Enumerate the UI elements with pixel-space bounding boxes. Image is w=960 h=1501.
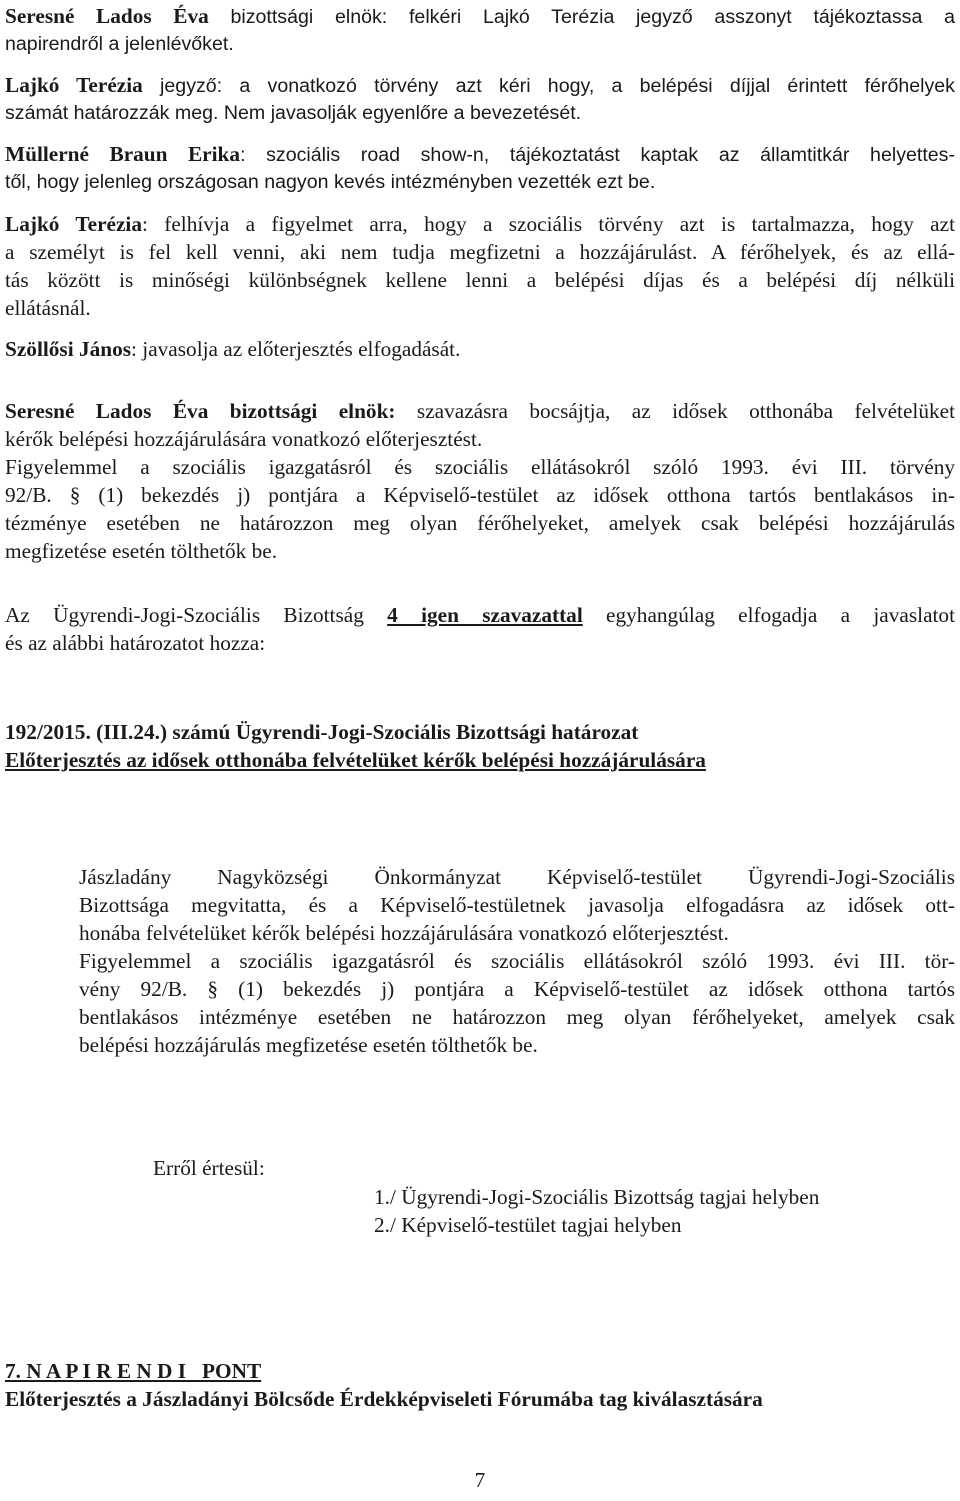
paragraph-text-line: Figyelemmel a szociális igazgatásról és szociális ellátásokról szóló 1993. évi III. törvény — [5, 455, 955, 479]
speaker-name: Seresné Lados Éva — [5, 4, 209, 28]
notify-item: 2./ Képviselő-testület tagjai helyben — [374, 1213, 682, 1237]
paragraph-text-line: kérők belépési hozzájárulására vonatkozó előterjesztést. — [5, 427, 483, 451]
resolution-body-line: Figyelemmel a szociális igazgatásról és szociális ellátásokról szóló 1993. évi III. tör- — [79, 949, 955, 973]
paragraph-text-line: a személyt is fel kell venni, aki nem tudja megfizetni a hozzájárulást. A férőhelyek, és az ellá- — [5, 240, 955, 264]
paragraph-notary — [5, 71, 955, 100]
vote-count: 4 igen szavazattal — [387, 603, 583, 627]
resolution-body-line: belépési hozzájárulás megfizetése esetén tölthetők be. — [79, 1033, 538, 1057]
resolution-body-line: bentlakásos intézménye esetében ne határozzon meg olyan férőhelyeket, amelyek csak — [79, 1005, 955, 1029]
speaker-name: Müllerné Braun Erika — [5, 142, 241, 166]
paragraph-text-line: számát határozzák meg. Nem javasolják egyenlőre a bevezetését. — [5, 102, 582, 124]
speaker-name: Lajkó Terézia — [5, 212, 143, 236]
paragraph-text: : szociális road show-n, tájékoztatást kaptak az államtitkár helyettes- — [240, 144, 956, 166]
paragraph-text-line: napirendről a jelenlévőket. — [5, 33, 234, 55]
notify-label: Erről értesül: — [153, 1156, 265, 1180]
paragraph-mullerne — [5, 140, 955, 169]
paragraph-chair-intro — [5, 2, 955, 31]
paragraph-text: : javasolja az előterjesztés elfogadását. — [131, 337, 461, 361]
paragraph-text-line: ellátásnál. — [5, 296, 91, 320]
resolution-body-line: Jászladány Nagyközségi Önkormányzat Képviselő-testület Ügyrendi-Jogi-Szociális — [79, 865, 955, 889]
paragraph-text: szavazásra bocsájtja, az idősek otthonába felvételüket — [395, 399, 956, 423]
page-number: 7 — [474, 1468, 486, 1492]
speaker-name: Lajkó Terézia — [5, 73, 143, 97]
paragraph-text-line: megfizetése esetén tölthetők be. — [5, 539, 278, 563]
paragraph-text: : felhívja a figyelmet arra, hogy a szociális törvény azt is tartalmazza, hogy azt — [142, 212, 955, 236]
paragraph-text: bizottsági elnök: felkéri Lajkó Terézia jegyző asszonyt tájékoztassa a — [208, 6, 955, 28]
vote-text: Az Ügyrendi-Jogi-Szociális Bizottság — [5, 603, 388, 627]
paragraph-lajko — [5, 210, 955, 238]
paragraph-text-line: től, hogy jelenleg országosan nagyon kevés intézményben vezették ezt be. — [5, 171, 656, 193]
paragraph-text-line: tás között is minőségi különbségnek kellene lenni a belépési díjas és a belépési díj nélküli — [5, 268, 955, 292]
agenda-title: Előterjesztés a Jászladányi Bölcsőde Érdekképviseleti Fórumába tag kiválasztására — [5, 1387, 763, 1411]
resolution-subject: Előterjesztés az idősek otthonába felvételüket kérők belépési hozzájárulására — [5, 748, 706, 772]
resolution-body-line: Bizottsága megvitatta, és a Képviselő-testületnek javasolja elfogadásra az idősek ott- — [79, 893, 955, 917]
resolution-body-line: honába felvételüket kérők belépési hozzájárulására vonatkozó előterjesztést. — [79, 921, 729, 945]
speaker-name: Seresné Lados Éva bizottsági elnök: — [5, 399, 396, 423]
resolution-number: 192/2015. (III.24.) számú Ügyrendi-Jogi-Szociális Bizottsági határozat — [5, 720, 639, 744]
paragraph-szollosi — [5, 335, 955, 363]
paragraph-text: jegyző: a vonatkozó törvény azt kéri hogy, a belépési díjjal érintett férőhelyek — [142, 75, 955, 97]
vote-text: egyhangúlag elfogadja a javaslatot — [582, 603, 956, 627]
vote-result — [5, 601, 955, 629]
speaker-name: Szöllősi János — [5, 337, 132, 361]
paragraph-text-line: tézménye esetében ne határozzon meg olyan férőhelyeket, amelyek csak belépési hozzájárulás — [5, 511, 955, 535]
paragraph-chair-vote — [5, 397, 955, 425]
vote-result-line: és az alábbi határozatot hozza: — [5, 631, 266, 655]
notify-item: 1./ Ügyrendi-Jogi-Szociális Bizottság tagjai helyben — [374, 1185, 820, 1209]
resolution-body-line: vény 92/B. § (1) bekezdés j) pontjára a Képviselő-testület az idősek otthona tartós — [79, 977, 955, 1001]
paragraph-text-line: 92/B. § (1) bekezdés j) pontjára a Képviselő-testület az idősek otthona tartós bentlakásos in- — [5, 483, 955, 507]
agenda-heading: 7. N A P I R E N D I PONT — [5, 1359, 262, 1383]
